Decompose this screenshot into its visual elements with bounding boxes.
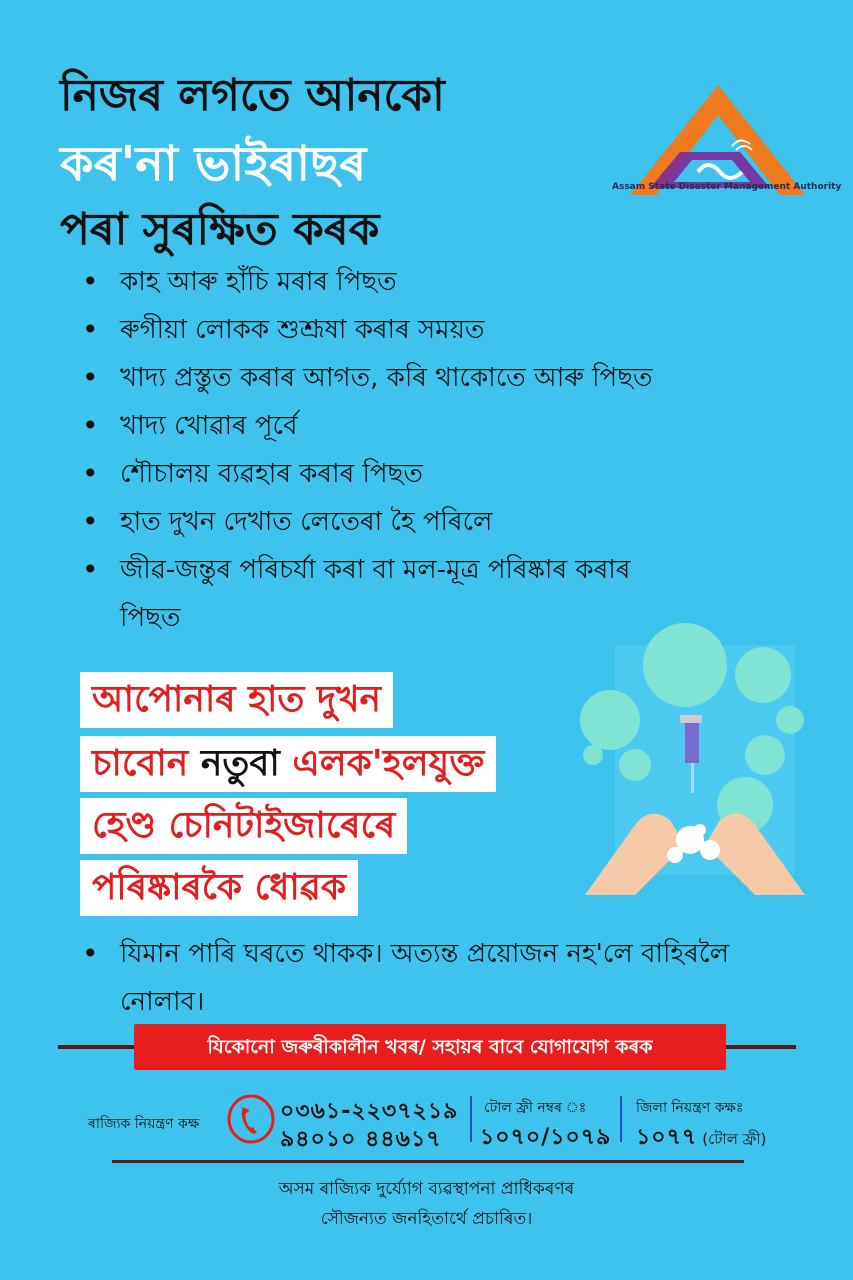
callout-line-4: পৰিষ্কাৰকৈ ধোৱক — [80, 860, 358, 916]
district-control-room-label: জিলা নিয়ন্ত্ৰণ কক্ষঃ — [636, 1100, 744, 1116]
stay-home-list — [82, 930, 822, 1026]
list-item: • কাহ আৰু হাঁচি মৰাৰ পিছত — [82, 258, 822, 306]
list-item: • যিমান পাৰি ঘৰতে থাকক। অত্যন্ত প্ৰয়োজন নহ'লে বাহিৰলৈ নোলাব। — [82, 930, 800, 1026]
handwash-occasions-list — [82, 258, 822, 642]
callout-alcohol: এলক'হলযুক্ত — [279, 743, 485, 784]
phone-2: ৯৪০১০ ৪৪৬১৭ — [280, 1127, 442, 1152]
footer-line-1: অসম ৰাজ্যিক দুৰ্য্যোগ ব্যৱস্থাপনা প্ৰাধিকৰণৰ — [278, 1179, 575, 1199]
list-item: • শৌচালয় ব্যৱহাৰ কৰাৰ পিছত — [82, 450, 822, 498]
callout-line-2 — [80, 736, 496, 792]
district-contact — [636, 1120, 766, 1157]
heading-line-2: কৰ'না ভাইৰাছৰ — [60, 136, 367, 192]
heading-line-1: নিজৰ লগতে আনকো — [60, 70, 445, 121]
district-note: (টোল ফ্ৰী) — [702, 1130, 767, 1148]
divider — [112, 1160, 744, 1163]
footer-line-2: সৌজন্যত জনহিতাৰ্থে প্ৰচাৰিত। — [320, 1209, 533, 1229]
tollfree-numbers: ১০৭০/১০৭৯ — [480, 1125, 612, 1150]
heading-line-3: পৰা সুৰক্ষিত কৰক — [60, 204, 380, 255]
phone-icon — [226, 1094, 276, 1144]
callout-line-3: হেণ্ড চেনিটাইজাৰেৰে — [80, 798, 407, 854]
list-item: • হাত দুখন দেখাত লেতেৰা হৈ পৰিলে — [82, 498, 822, 546]
list-item: • খাদ্য খোৱাৰ পূৰ্বে — [82, 402, 822, 450]
emergency-banner: যিকোনো জৰুৰীকালীন খবৰ/ সহায়ৰ বাবে যোগাযোগ কৰক — [134, 1024, 726, 1070]
phone-1: ০৩৬১-২২৩৭২১৯ — [280, 1099, 459, 1124]
separator — [470, 1096, 472, 1142]
list-item: • জীৱ-জন্তুৰ পৰিচৰ্যা কৰা বা মল-মূত্ৰ পৰিষ্কাৰ কৰাৰ পিছত — [82, 546, 680, 642]
list-item: • খাদ্য প্ৰস্তুত কৰাৰ আগত, কৰি থাকোতে আৰু পিছত — [82, 354, 822, 402]
separator — [620, 1096, 622, 1142]
callout-or: নতুবা — [200, 743, 280, 784]
list-item: • ৰুগীয়া লোকক শুশ্ৰূষা কৰাৰ সময়ত — [82, 306, 822, 354]
callout-soap: চাবোন — [92, 743, 201, 784]
callout-line-1: আপোনাৰ হাত দুখন — [80, 672, 393, 728]
logo-caption: Assam State Disaster Management Authority — [612, 182, 842, 192]
tollfree-label: টোল ফ্ৰী নম্বৰ ঃ — [484, 1100, 587, 1116]
state-control-room-label: ৰাজ্যিক নিয়ন্ত্ৰণ কক্ষ — [88, 1116, 200, 1132]
district-number: ১০৭৭ — [636, 1125, 698, 1150]
handwash-illustration-icon — [575, 615, 815, 905]
